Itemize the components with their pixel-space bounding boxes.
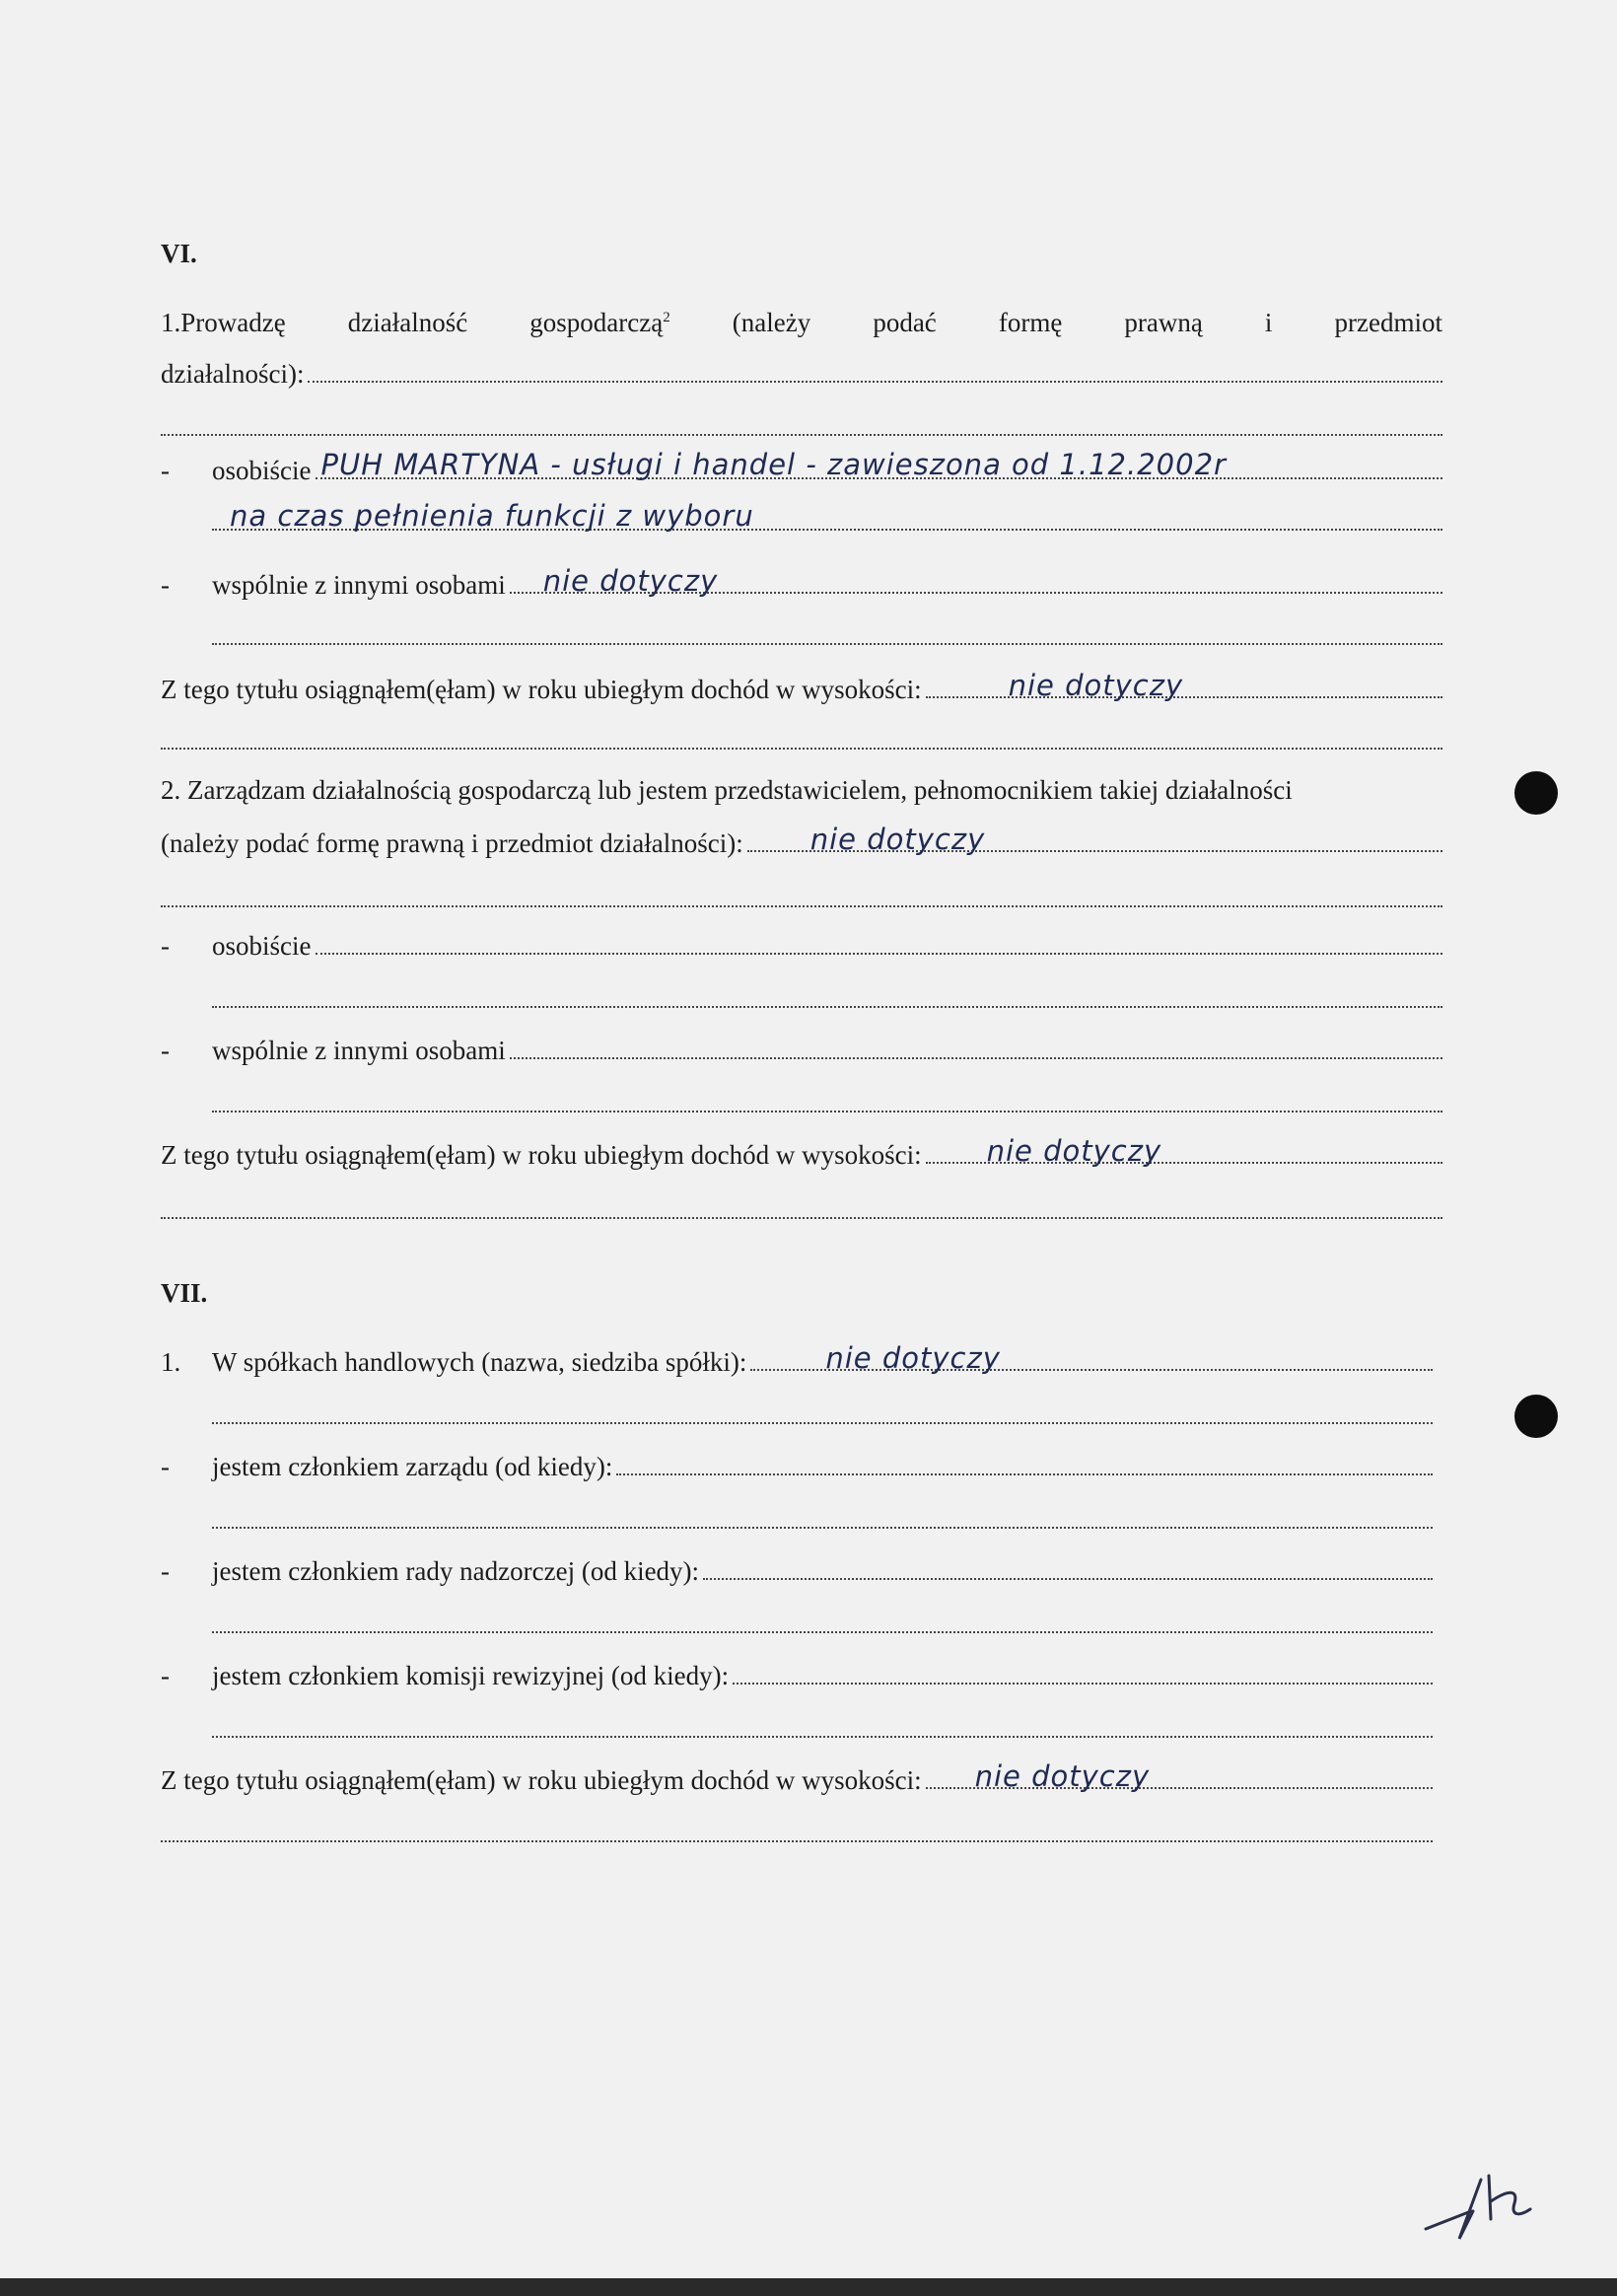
vi-q1-word: 1.Prowadzę bbox=[161, 308, 286, 337]
vi-q2-joint-row bbox=[161, 1034, 1442, 1067]
vi-q2-line2 bbox=[161, 823, 1442, 860]
vi-q2-line2-field bbox=[747, 823, 1442, 856]
vi-q1-line2-label: działalności): bbox=[161, 359, 305, 389]
vii-q1-label: W spółkach handlowych (nazwa, siedziba spółki): bbox=[212, 1347, 747, 1377]
handwritten-not-applicable: nie dotyczy bbox=[809, 823, 986, 856]
blank-dotted-line bbox=[212, 1527, 1433, 1529]
vii-audit-field bbox=[733, 1659, 1433, 1685]
vii-q1-row bbox=[161, 1341, 1433, 1379]
vii-q1-number: 1. bbox=[161, 1347, 181, 1377]
vii-board-label: jestem członkiem zarządu (od kiedy): bbox=[212, 1452, 613, 1481]
vi-q1-joint-field bbox=[510, 564, 1442, 598]
scan-bottom-edge bbox=[0, 2278, 1617, 2296]
signature-initials bbox=[1420, 2160, 1568, 2249]
vi-q1-word: przedmiot bbox=[1334, 308, 1442, 337]
blank-dotted-line bbox=[212, 1006, 1442, 1008]
vii-q1-field bbox=[750, 1341, 1433, 1375]
blank-dotted-line bbox=[212, 1736, 1433, 1738]
blank-dotted-line bbox=[212, 643, 1442, 645]
handwritten-not-applicable: nie dotyczy bbox=[986, 1134, 1162, 1168]
vii-supervisory-label: jestem członkiem rady nadzorczej (od kiedy): bbox=[212, 1556, 700, 1586]
vi-q1-line1 bbox=[161, 308, 1442, 338]
vi-q1-word: podać bbox=[873, 308, 937, 337]
list-dash: - bbox=[161, 1661, 170, 1690]
list-dash: - bbox=[161, 1452, 170, 1481]
vi-q2-personal-field bbox=[316, 929, 1443, 955]
vi-q2-personal-row bbox=[161, 929, 1442, 963]
vi-q1-word: i bbox=[1264, 308, 1273, 337]
binder-hole-mark bbox=[1514, 1395, 1558, 1438]
handwritten-not-applicable: nie dotyczy bbox=[542, 564, 719, 598]
vi-q1-personal-cont-row bbox=[212, 499, 1442, 538]
handwritten-business-cont: na czas pełnienia funkcji z wyboru bbox=[230, 499, 754, 533]
vi-q2-income-row bbox=[161, 1134, 1442, 1172]
vii-audit-label: jestem członkiem komisji rewizyjnej (od kiedy): bbox=[212, 1661, 730, 1690]
vi-q1-word: działalność bbox=[347, 308, 468, 337]
vi-q1-line2-field bbox=[308, 357, 1442, 383]
list-dash: - bbox=[161, 456, 170, 485]
vi-q1-joint-label: wspólnie z innymi osobami bbox=[212, 570, 506, 600]
vii-income-field bbox=[926, 1759, 1433, 1793]
list-dash: - bbox=[161, 1556, 170, 1586]
vi-q1-word: formę bbox=[998, 308, 1063, 337]
vi-q1-personal-row bbox=[161, 448, 1442, 487]
vi-q1-income-row bbox=[161, 669, 1442, 706]
vi-q2-personal-label: osobiście bbox=[212, 931, 312, 961]
blank-dotted-line bbox=[161, 1840, 1433, 1842]
handwritten-not-applicable: nie dotyczy bbox=[1008, 669, 1184, 702]
vi-q2-income-label: Z tego tytułu osiągnąłem(ęłam) w roku ubiegłym dochód w wysokości: bbox=[161, 1140, 922, 1170]
vi-q1-word-with-footnote: gospodarczą$^2$ bbox=[529, 308, 670, 337]
vi-q1-income-label: Z tego tytułu osiągnąłem(ęłam) w roku ubiegłym dochód w wysokości: bbox=[161, 675, 922, 704]
blank-dotted-line bbox=[161, 905, 1442, 907]
vii-board-field bbox=[616, 1450, 1433, 1475]
blank-dotted-line bbox=[212, 1111, 1442, 1112]
vi-q2-line2-label: (należy podać formę prawną i przedmiot działalności): bbox=[161, 828, 743, 858]
section-vii-heading: VII. bbox=[161, 1278, 208, 1308]
vi-q1-income-field bbox=[926, 669, 1442, 702]
vii-income-label: Z tego tytułu osiągnąłem(ęłam) w roku ubiegłym dochód w wysokości: bbox=[161, 1765, 922, 1795]
vi-q1-joint-row bbox=[161, 564, 1442, 602]
vi-q2-joint-label: wspólnie z innymi osobami bbox=[212, 1036, 506, 1065]
vi-q1-personal-field bbox=[316, 448, 1443, 481]
footnote-marker: 2 bbox=[663, 310, 670, 325]
list-dash: - bbox=[161, 1036, 170, 1065]
section-vi-heading: VI. bbox=[161, 239, 197, 268]
vii-board-row bbox=[161, 1450, 1433, 1483]
vi-q1-word: prawną bbox=[1124, 308, 1203, 337]
vii-supervisory-row bbox=[161, 1554, 1433, 1588]
handwritten-business: PUH MARTYNA - usługi i handel - zawieszona od 1.12.2002r bbox=[320, 448, 1227, 481]
vi-q1-line2 bbox=[161, 357, 1442, 391]
vi-q1-personal-cont-field bbox=[212, 499, 1442, 533]
list-dash: - bbox=[161, 931, 170, 961]
binder-hole-mark bbox=[1514, 771, 1558, 815]
handwritten-not-applicable: nie dotyczy bbox=[825, 1341, 1001, 1375]
vi-q2-joint-field bbox=[510, 1034, 1442, 1059]
vi-q1-personal-label: osobiście bbox=[212, 456, 312, 485]
vii-supervisory-field bbox=[703, 1554, 1433, 1580]
vi-q1-word: (należy bbox=[732, 308, 811, 337]
vii-audit-row bbox=[161, 1659, 1433, 1692]
vi-q2-income-field bbox=[926, 1134, 1442, 1168]
blank-dotted-line bbox=[212, 1631, 1433, 1633]
blank-dotted-line bbox=[161, 1217, 1442, 1219]
blank-dotted-line bbox=[161, 748, 1442, 750]
blank-dotted-line bbox=[212, 1422, 1433, 1424]
list-dash: - bbox=[161, 570, 170, 600]
handwritten-not-applicable: nie dotyczy bbox=[974, 1759, 1151, 1793]
vii-income-row bbox=[161, 1759, 1433, 1797]
vi-q2-line1: 2. Zarządzam działalnością gospodarczą lub jestem przedstawicielem, pełnomocnikiem takiej działalności bbox=[161, 775, 1293, 805]
blank-dotted-line bbox=[161, 434, 1442, 436]
